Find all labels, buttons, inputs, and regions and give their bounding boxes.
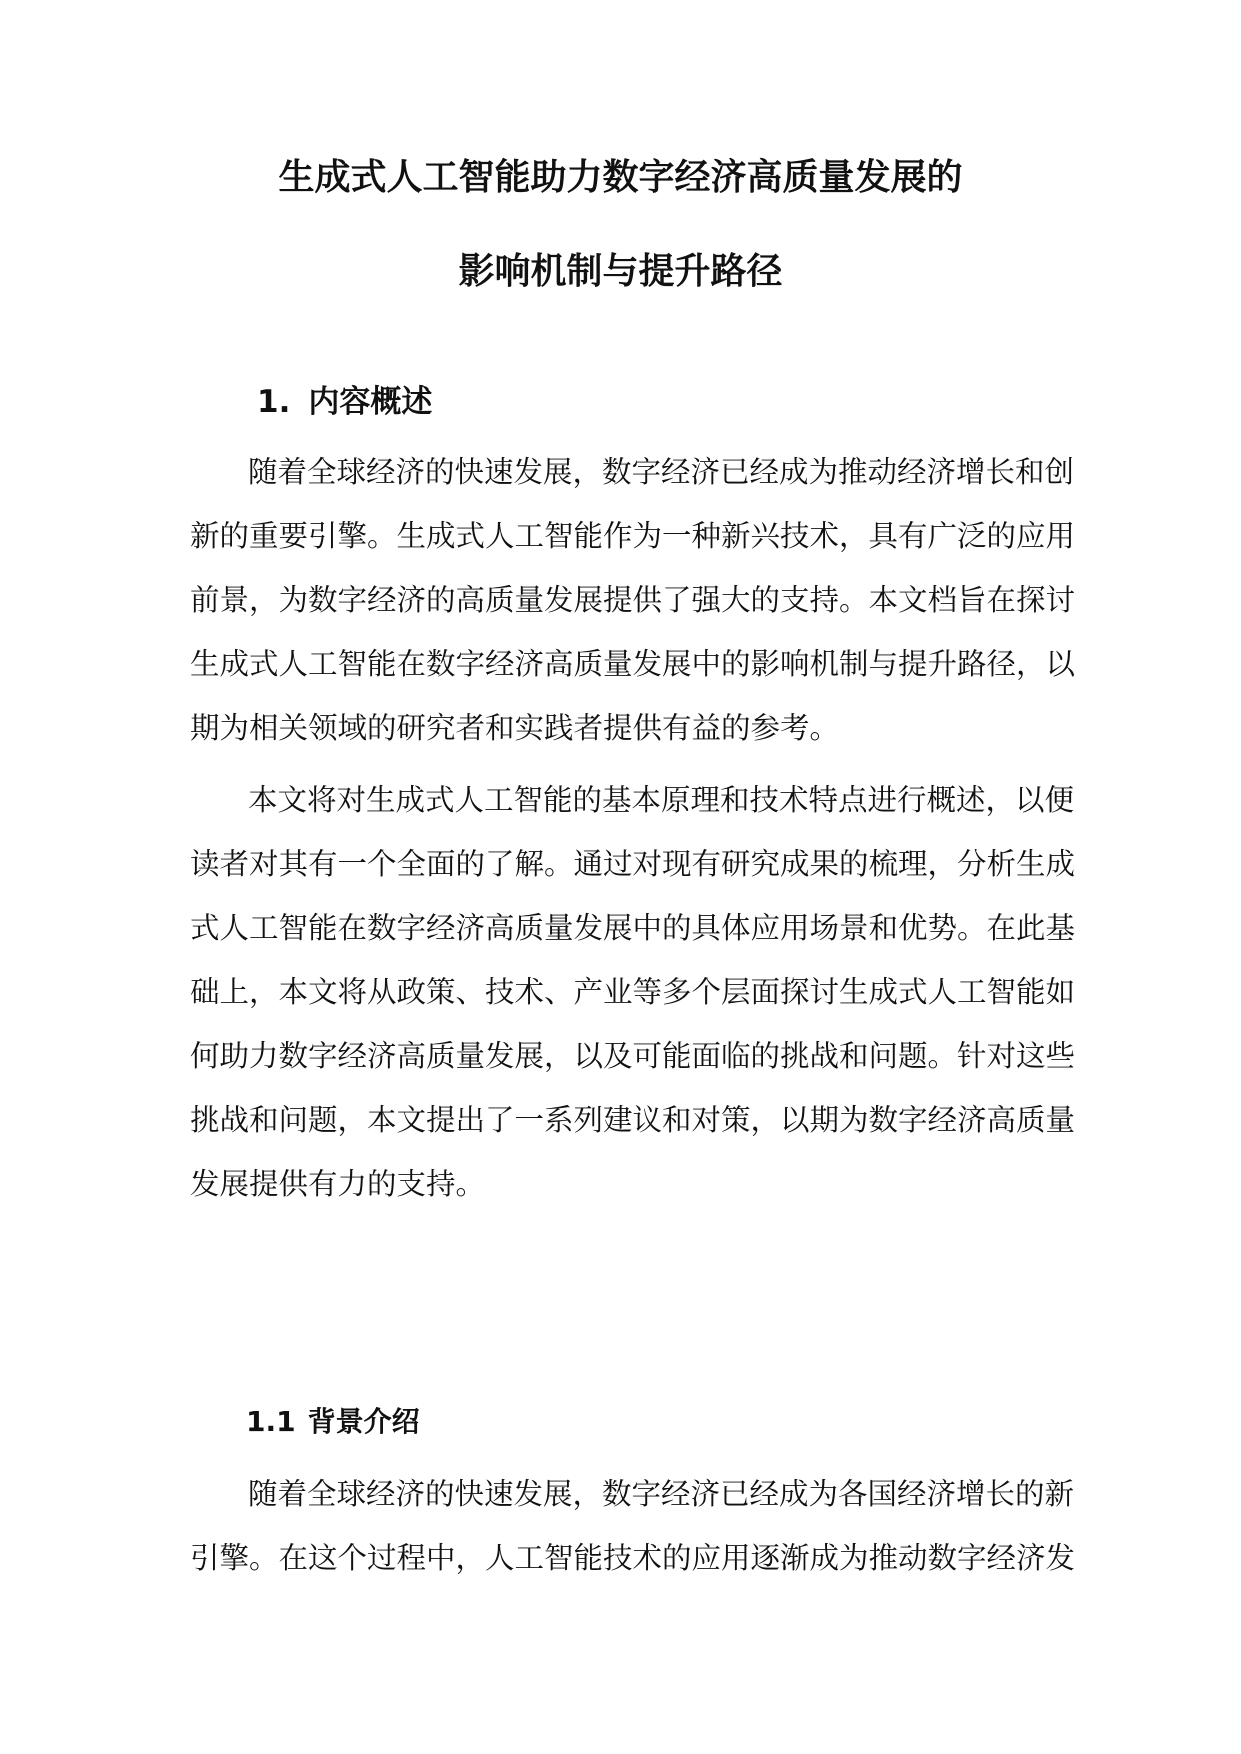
text-line: 挑战和问题，本文提出了一系列建议和对策，以期为数字经济高质量	[190, 1103, 1076, 1137]
document-title-line-1: 生成式人工智能助力数字经济高质量发展的	[278, 157, 963, 198]
section-title: 内容概述	[308, 384, 433, 420]
section-number: 1.1	[246, 1405, 296, 1438]
text-line: 生成式人工智能在数字经济高质量发展中的影响机制与提升路径，以	[190, 647, 1076, 681]
section-number: 1.	[257, 384, 291, 420]
text-line: 读者对其有一个全面的了解。通过对现有研究成果的梳理，分析生成	[190, 847, 1076, 881]
text-line: 本文将对生成式人工智能的基本原理和技术特点进行概述，以便	[248, 783, 1075, 817]
text-line: 期为相关领域的研究者和实践者提供有益的参考。	[190, 711, 840, 745]
section-1-heading	[257, 382, 432, 422]
text-line: 式人工智能在数字经济高质量发展中的具体应用场景和优势。在此基	[190, 911, 1076, 945]
text-line: 础上，本文将从政策、技术、产业等多个层面探讨生成式人工智能如	[190, 975, 1076, 1009]
text-line: 新的重要引擎。生成式人工智能作为一种新兴技术，具有广泛的应用	[190, 519, 1076, 553]
text-line: 随着全球经济的快速发展，数字经济已经成为推动经济增长和创	[248, 455, 1075, 489]
document-title-line-2: 影响机制与提升路径	[458, 251, 783, 292]
section-title: 背景介绍	[307, 1405, 420, 1438]
text-line: 前景，为数字经济的高质量发展提供了强大的支持。本文档旨在探讨	[190, 583, 1076, 617]
section-1-1-heading	[246, 1404, 420, 1440]
text-line: 引擎。在这个过程中，人工智能技术的应用逐渐成为推动数字经济发	[190, 1541, 1076, 1575]
text-line: 何助力数字经济高质量发展，以及可能面临的挑战和问题。针对这些	[190, 1039, 1076, 1073]
text-line: 随着全球经济的快速发展，数字经济已经成为各国经济增长的新	[248, 1477, 1075, 1511]
text-line: 发展提供有力的支持。	[190, 1167, 486, 1201]
